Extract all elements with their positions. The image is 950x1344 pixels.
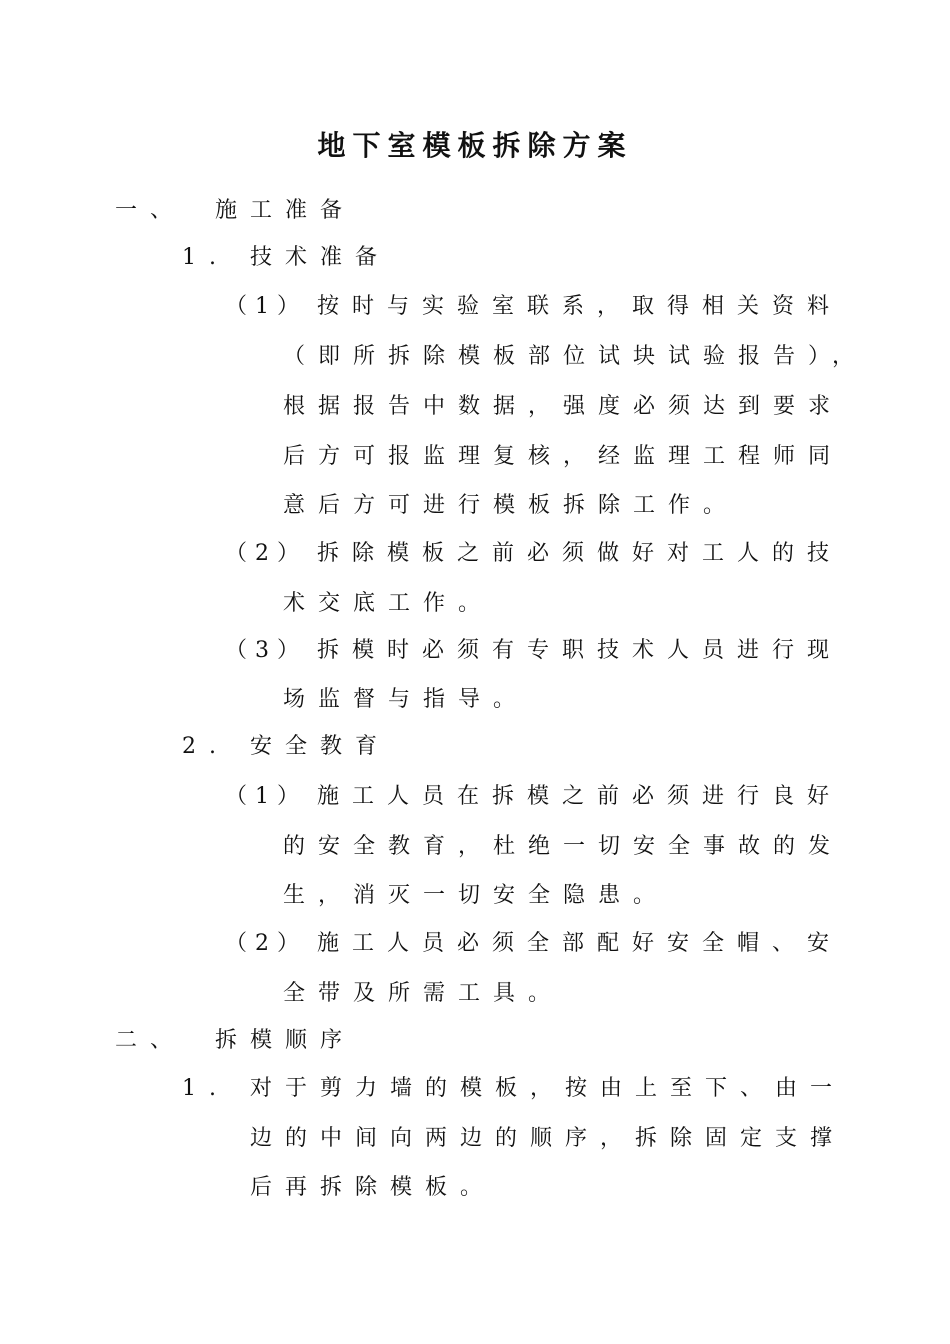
subsection-number: 2. <box>182 734 229 759</box>
subsection-heading: 安全教育 <box>250 734 391 759</box>
paragraph-line: 意后方可进行模板拆除工作。 <box>283 493 739 518</box>
paragraph-line: 的安全教育，杜绝一切安全事故的发 <box>283 834 844 859</box>
paragraph-line: 生，消灭一切安全隐患。 <box>283 883 669 908</box>
paragraph-line: （即所拆除模板部位试块试验报告）， <box>283 344 868 369</box>
paragraph-line: 拆模时必须有专职技术人员进行现 <box>317 638 843 663</box>
paragraph-line: 拆除模板之前必须做好对工人的技 <box>317 541 843 566</box>
paragraph-line: 后方可报监理复核，经监理工程师同 <box>283 444 844 469</box>
section-number: 二、 <box>115 1028 186 1053</box>
item-number: （3） <box>225 638 307 663</box>
subsection-number: 1. <box>182 245 229 270</box>
item-number: （2） <box>225 931 307 956</box>
paragraph-line: 按时与实验室联系，取得相关资料 <box>317 294 843 319</box>
paragraph-line: 对于剪力墙的模板，按由上至下、由一 <box>250 1076 846 1101</box>
paragraph-line: 边的中间向两边的顺序，拆除固定支撑 <box>250 1126 846 1151</box>
section-heading: 拆模顺序 <box>215 1028 356 1053</box>
paragraph-line: 场监督与指导。 <box>283 687 529 712</box>
paragraph-line: 根据报告中数据，强度必须达到要求 <box>283 394 844 419</box>
item-number: （2） <box>225 541 307 566</box>
paragraph-line: 后再拆除模板。 <box>250 1175 496 1200</box>
paragraph-line: 术交底工作。 <box>283 591 494 616</box>
item-number: （1） <box>225 294 307 319</box>
paragraph-line: 全带及所需工具。 <box>283 981 564 1006</box>
subsection-number: 1. <box>182 1076 229 1101</box>
paragraph-line: 施工人员在拆模之前必须进行良好 <box>317 784 843 809</box>
paragraph-line: 施工人员必须全部配好安全帽、安 <box>317 931 843 956</box>
section-heading: 施工准备 <box>215 198 356 223</box>
document-title: 地下室模板拆除方案 <box>317 129 633 162</box>
section-number: 一、 <box>115 198 186 223</box>
item-number: （1） <box>225 784 307 809</box>
subsection-heading: 技术准备 <box>250 245 391 270</box>
